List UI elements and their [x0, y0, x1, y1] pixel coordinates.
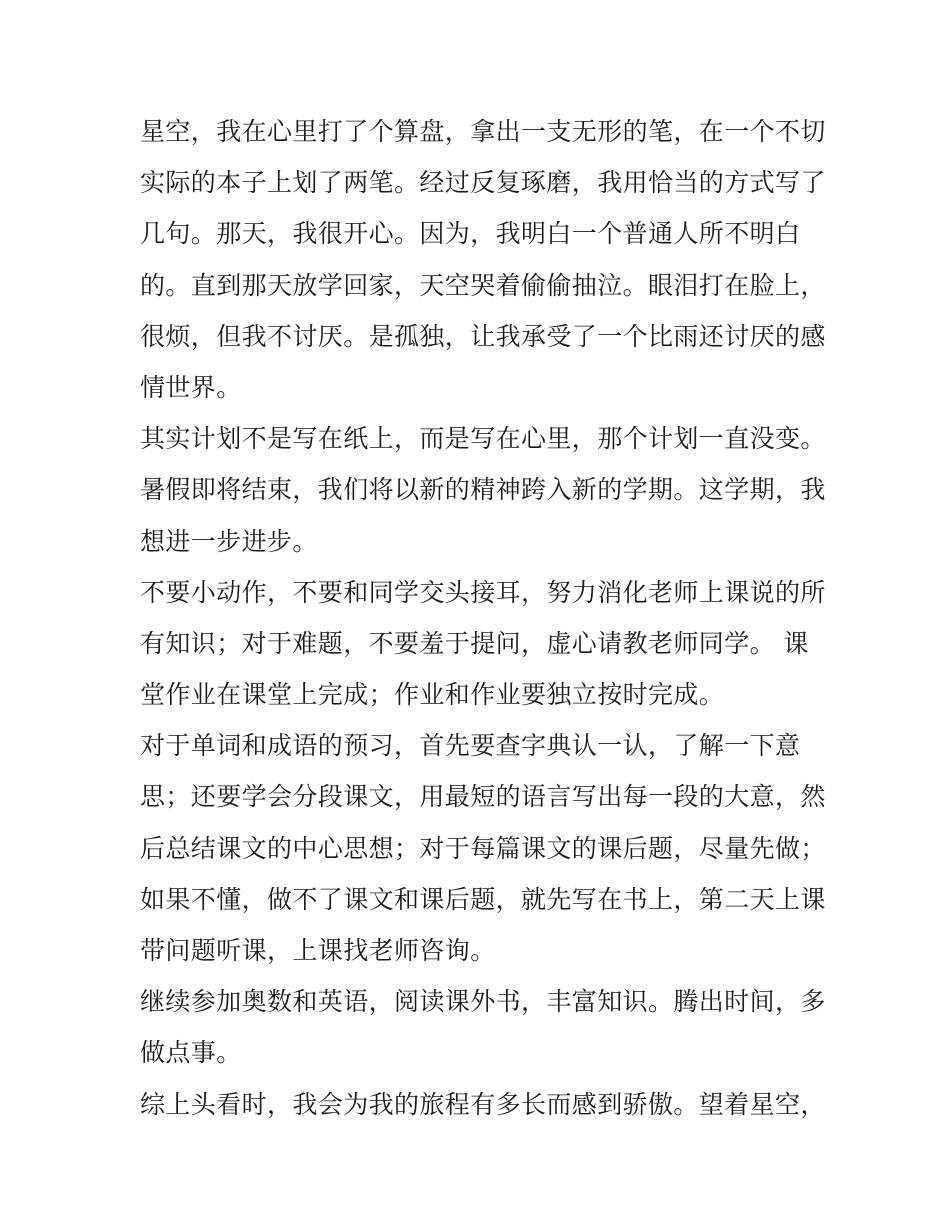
text-line: 做点事。	[140, 1038, 242, 1068]
text-line: 的。直到那天放学回家，天空哭着偷偷抽泣。眼泪打在脸上，	[140, 270, 826, 300]
document-body	[140, 106, 826, 1130]
text-line: 想进一步进步。	[140, 526, 318, 556]
text-line: 实际的本子上划了两笔。经过反复琢磨，我用恰当的方式写了	[140, 168, 826, 198]
text-line: 思；还要学会分段课文，用最短的语言写出每一段的大意，然	[140, 782, 826, 812]
text-line: 后总结课文的中心思想；对于每篇课文的课后题，尽量先做；	[140, 833, 826, 863]
text-line: 几句。那天，我很开心。因为，我明白一个普通人所不明白	[140, 219, 801, 249]
text-line: 如果不懂，做不了课文和课后题，就先写在书上，第二天上课	[140, 884, 826, 914]
text-line: 星空，我在心里打了个算盘，拿出一支无形的笔，在一个不切	[140, 117, 826, 146]
text-line: 带问题听课，上课找老师咨询。	[140, 936, 496, 965]
text-line: 继续参加奥数和英语，阅读课外书，丰富知识。腾出时间，多	[140, 987, 826, 1017]
text-line: 有知识；对于难题，不要羞于提问，虚心请教老师同学。 课	[140, 628, 809, 658]
text-line: 暑假即将结束，我们将以新的精神跨入新的学期。这学期，我	[140, 475, 826, 505]
text-line: 堂作业在课堂上完成；作业和作业要独立按时完成。	[140, 680, 725, 710]
text-line: 不要小动作，不要和同学交头接耳，努力消化老师上课说的所	[140, 577, 826, 607]
text-line: 其实计划不是写在纸上，而是写在心里，那个计划一直没变。	[140, 424, 826, 454]
text-line: 情世界。	[140, 372, 242, 402]
text-line: 综上头看时，我会为我的旅程有多长而感到骄傲。望着星空，	[140, 1089, 826, 1119]
text-line: 很烦，但我不讨厌。是孤独，让我承受了一个比雨还讨厌的感	[140, 321, 826, 351]
text-line: 对于单词和成语的预习，首先要查字典认一认，了解一下意	[140, 731, 801, 761]
